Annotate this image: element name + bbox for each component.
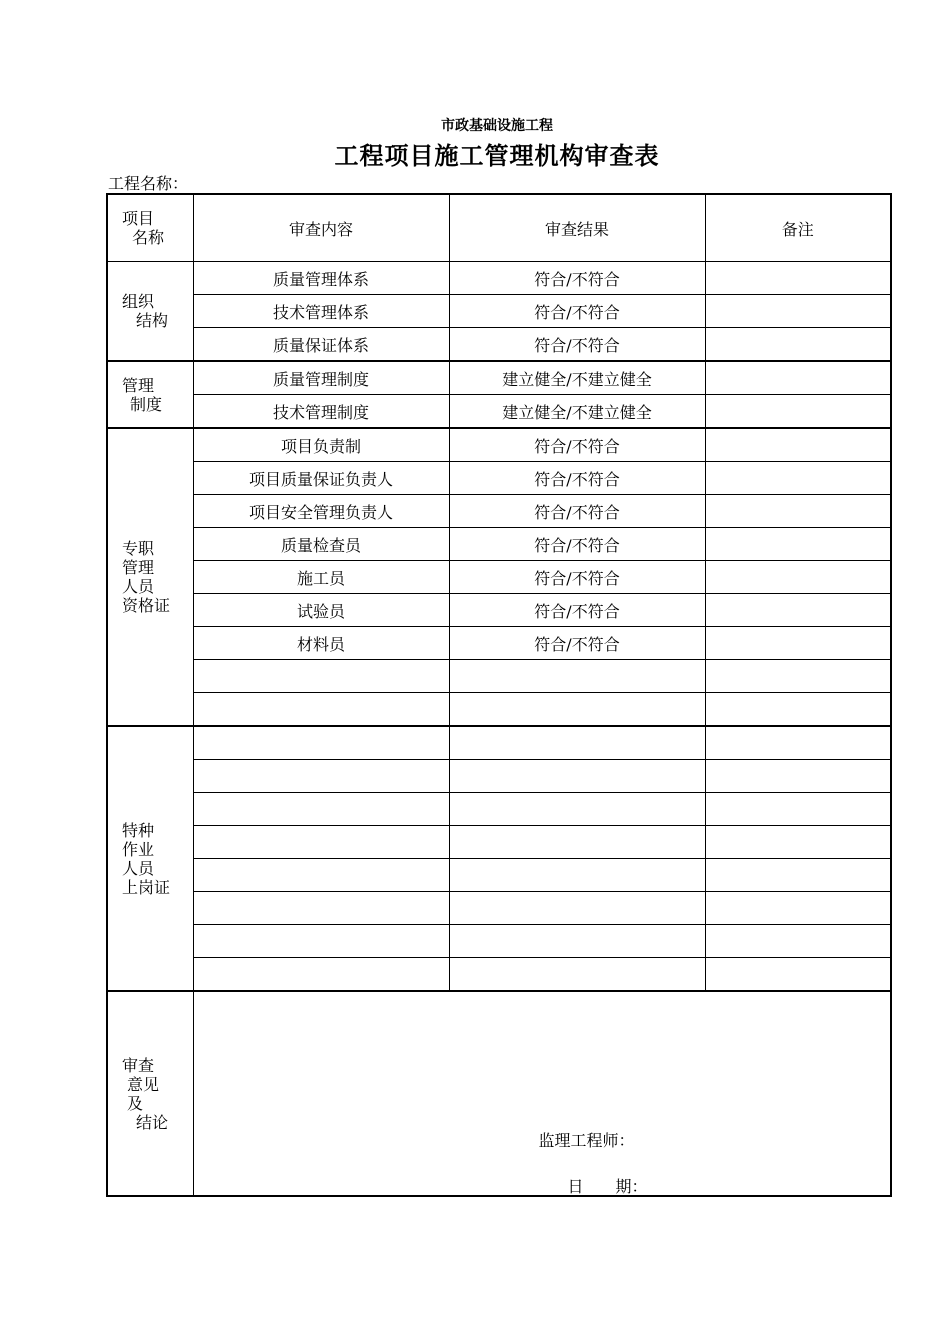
- result-cell: 符合/不符合: [449, 262, 705, 295]
- project-name-label: 工程名称：: [108, 174, 189, 193]
- result-cell: 符合/不符合: [449, 594, 705, 627]
- remark-cell[interactable]: [705, 793, 891, 826]
- content-cell[interactable]: [193, 859, 449, 892]
- table-row: [107, 660, 891, 693]
- conclusion-row: [107, 991, 891, 1196]
- date-label: 日 期：: [567, 1177, 648, 1196]
- result-cell: 符合/不符合: [449, 627, 705, 660]
- table-row: [107, 295, 891, 328]
- form-subtitle: 市政基础设施工程: [441, 118, 553, 134]
- result-cell: 符合/不符合: [449, 561, 705, 594]
- table-row: [107, 925, 891, 958]
- remark-cell[interactable]: [705, 627, 891, 660]
- content-cell[interactable]: [193, 660, 449, 693]
- table-row: [107, 726, 891, 760]
- table-row: [107, 958, 891, 992]
- content-cell: 质量管理体系: [193, 262, 449, 295]
- table-row: [107, 693, 891, 727]
- result-cell: 符合/不符合: [449, 495, 705, 528]
- table-header-row: [107, 194, 891, 262]
- content-cell: 技术管理体系: [193, 295, 449, 328]
- category-staff-certificates: 专职 管理 人员 资格证: [107, 428, 193, 726]
- table-row: [107, 462, 891, 495]
- form-title: 工程项目施工管理机构审查表: [334, 141, 660, 170]
- remark-cell[interactable]: [705, 361, 891, 395]
- remark-cell[interactable]: [705, 262, 891, 295]
- result-cell: 建立健全/不建立健全: [449, 361, 705, 395]
- result-cell: 符合/不符合: [449, 528, 705, 561]
- content-cell: 材料员: [193, 627, 449, 660]
- remark-cell[interactable]: [705, 660, 891, 693]
- conclusion-content-area[interactable]: [193, 991, 891, 1196]
- result-cell[interactable]: [449, 660, 705, 693]
- table-row: [107, 793, 891, 826]
- table-row: [107, 760, 891, 793]
- header-content: 审查内容: [193, 194, 449, 262]
- remark-cell[interactable]: [705, 395, 891, 429]
- remark-cell[interactable]: [705, 925, 891, 958]
- category-special-operation-certificates: 特种 作业 人员 上岗证: [107, 726, 193, 991]
- table-row: [107, 428, 891, 462]
- content-cell[interactable]: [193, 793, 449, 826]
- table-row: [107, 528, 891, 561]
- table-row: [107, 328, 891, 362]
- remark-cell[interactable]: [705, 826, 891, 859]
- table-row: [107, 395, 891, 429]
- content-cell: 试验员: [193, 594, 449, 627]
- header-remark: 备注: [705, 194, 891, 262]
- table-row: [107, 892, 891, 925]
- result-cell: 符合/不符合: [449, 328, 705, 362]
- table-row: [107, 627, 891, 660]
- content-cell: 项目负责制: [193, 428, 449, 462]
- result-cell: 建立健全/不建立健全: [449, 395, 705, 429]
- content-cell[interactable]: [193, 760, 449, 793]
- content-cell[interactable]: [193, 925, 449, 958]
- remark-cell[interactable]: [705, 495, 891, 528]
- remark-cell[interactable]: [705, 528, 891, 561]
- result-cell[interactable]: [449, 958, 705, 992]
- result-cell[interactable]: [449, 726, 705, 760]
- remark-cell[interactable]: [705, 328, 891, 362]
- result-cell: 符合/不符合: [449, 428, 705, 462]
- content-cell[interactable]: [193, 693, 449, 727]
- result-cell: 符合/不符合: [449, 295, 705, 328]
- result-cell[interactable]: [449, 859, 705, 892]
- table-row: [107, 561, 891, 594]
- remark-cell[interactable]: [705, 428, 891, 462]
- remark-cell[interactable]: [705, 295, 891, 328]
- result-cell[interactable]: [449, 892, 705, 925]
- result-cell: 符合/不符合: [449, 462, 705, 495]
- remark-cell[interactable]: [705, 693, 891, 727]
- header-result: 审查结果: [449, 194, 705, 262]
- result-cell[interactable]: [449, 826, 705, 859]
- table-row: [107, 262, 891, 295]
- content-cell: 项目质量保证负责人: [193, 462, 449, 495]
- category-management-system: 管理 制度: [107, 361, 193, 428]
- content-cell: 质量管理制度: [193, 361, 449, 395]
- content-cell[interactable]: [193, 826, 449, 859]
- content-cell[interactable]: [193, 892, 449, 925]
- content-cell[interactable]: [193, 958, 449, 992]
- remark-cell[interactable]: [705, 958, 891, 992]
- remark-cell[interactable]: [705, 594, 891, 627]
- content-cell: 质量检查员: [193, 528, 449, 561]
- table-row: [107, 594, 891, 627]
- category-review-conclusion: 审查 意见 及 结论: [107, 991, 193, 1196]
- table-row: [107, 495, 891, 528]
- review-table: [106, 193, 892, 1197]
- supervising-engineer-label: 监理工程师：: [538, 1131, 635, 1150]
- result-cell[interactable]: [449, 925, 705, 958]
- remark-cell[interactable]: [705, 892, 891, 925]
- category-org-structure: 组织 结构: [107, 262, 193, 362]
- content-cell[interactable]: [193, 726, 449, 760]
- result-cell[interactable]: [449, 760, 705, 793]
- content-cell: 施工员: [193, 561, 449, 594]
- table-row: [107, 826, 891, 859]
- content-cell: 项目安全管理负责人: [193, 495, 449, 528]
- header-item-name: 项目 名称: [107, 194, 193, 262]
- remark-cell[interactable]: [705, 726, 891, 760]
- result-cell[interactable]: [449, 693, 705, 727]
- remark-cell[interactable]: [705, 462, 891, 495]
- remark-cell[interactable]: [705, 561, 891, 594]
- content-cell: 质量保证体系: [193, 328, 449, 362]
- table-row: [107, 361, 891, 395]
- result-cell[interactable]: [449, 793, 705, 826]
- remark-cell[interactable]: [705, 760, 891, 793]
- content-cell: 技术管理制度: [193, 395, 449, 429]
- remark-cell[interactable]: [705, 859, 891, 892]
- table-row: [107, 859, 891, 892]
